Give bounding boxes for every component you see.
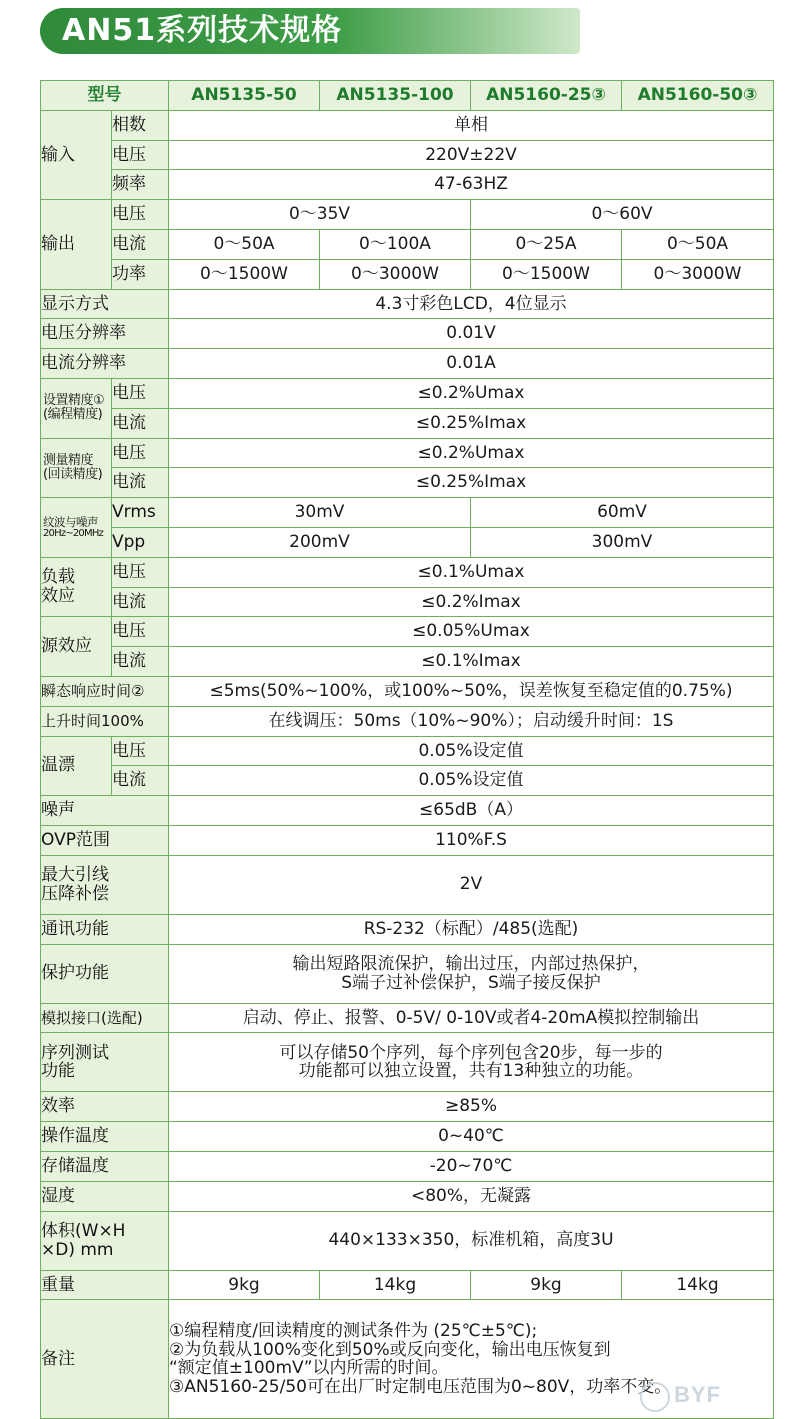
watermark	[640, 1382, 790, 1416]
humidity-label: 湿度	[41, 1181, 169, 1211]
model-label: 型号	[41, 81, 169, 111]
weight-value: 14kg	[320, 1270, 471, 1300]
note-line-3: “额定值±100mV”以内所需的时间。	[169, 1358, 449, 1379]
drift-voltage-value: 0.05%设定值	[169, 736, 774, 766]
load-effect-current-value: ≤0.2%Imax	[169, 587, 774, 617]
display-value: 4.3寸彩色LCD，4位显示	[169, 289, 774, 319]
model-name: AN5135-100	[320, 81, 471, 111]
output-current-value: 0～50A	[622, 229, 774, 259]
model-name: AN5160-25③	[471, 81, 622, 111]
output-power-value: 0～3000W	[320, 259, 471, 289]
display-label: 显示方式	[41, 289, 169, 319]
meas-accuracy-label	[41, 438, 112, 498]
note-line-1: ①编程精度/回读精度的测试条件为 (25℃±5℃);	[169, 1320, 538, 1341]
load-effect-label	[41, 557, 112, 617]
load-effect-voltage-value: ≤0.1%Umax	[169, 557, 774, 587]
load-effect-voltage-label: 电压	[112, 557, 169, 587]
meas-accuracy-label-2: (回读精度)	[43, 466, 103, 482]
model-name: AN5160-50③	[622, 81, 774, 111]
vres-label: 电压分辨率	[41, 319, 169, 349]
efficiency-value: ≥85%	[169, 1092, 774, 1122]
compensation-label-2: 压降补偿	[41, 883, 109, 904]
meas-accuracy-label-1: 测量精度	[43, 452, 94, 468]
source-effect-voltage-label: 电压	[112, 617, 169, 647]
source-effect-current-label: 电流	[112, 647, 169, 677]
sequence-label-2: 功能	[41, 1061, 75, 1082]
ripple-vrms-label: Vrms	[112, 498, 169, 528]
volume-label-2: ×D) mm	[41, 1239, 114, 1260]
ripple-vpp-value: 200mV	[169, 527, 471, 557]
ripple-label	[41, 498, 112, 558]
protection-label: 保护功能	[41, 944, 169, 1003]
model-name: AN5135-50	[169, 81, 320, 111]
drift-voltage-label: 电压	[112, 736, 169, 766]
ires-label: 电流分辨率	[41, 349, 169, 379]
load-effect-label-1: 负载	[41, 567, 75, 588]
transient-label: 瞬态响应时间②	[41, 676, 169, 706]
set-accuracy-label-1: 设置精度①	[43, 392, 105, 408]
set-accuracy-voltage-value: ≤0.2%Umax	[169, 378, 774, 408]
output-label: 输出	[41, 200, 112, 289]
weight-value: 9kg	[471, 1270, 622, 1300]
ripple-vpp-label: Vpp	[112, 527, 169, 557]
noise-value: ≤65dB（A）	[169, 796, 774, 826]
note-line-4: ③AN5160-25/50可在出厂时定制电压范围为0~80V，功率不变。	[169, 1376, 672, 1397]
compensation-label-1: 最大引线	[41, 865, 109, 886]
watermark-logo-icon	[640, 1382, 670, 1412]
output-power-value: 0～1500W	[169, 259, 320, 289]
input-phase-value: 单相	[169, 110, 774, 140]
comm-value: RS-232（标配）/485(选配)	[169, 914, 774, 944]
sequence-label	[41, 1033, 169, 1092]
volume-value: 440×133×350，标准机箱，高度3U	[169, 1211, 774, 1270]
meas-accuracy-voltage-label: 电压	[112, 438, 169, 468]
storage-temp-value: -20~70℃	[169, 1151, 774, 1181]
input-freq-label: 频率	[112, 170, 169, 200]
output-voltage-label: 电压	[112, 200, 169, 230]
volume-label	[41, 1211, 169, 1270]
protection-line-2: S端子过补偿保护，S端子接反保护	[341, 972, 601, 993]
op-temp-label: 操作温度	[41, 1122, 169, 1152]
output-power-label: 功率	[112, 259, 169, 289]
ovp-label: OVP范围	[41, 825, 169, 855]
sequence-value	[169, 1033, 774, 1092]
output-current-value: 0～25A	[471, 229, 622, 259]
meas-accuracy-current-value: ≤0.25%Imax	[169, 468, 774, 498]
ripple-vpp-value: 300mV	[471, 527, 774, 557]
weight-label: 重量	[41, 1270, 169, 1300]
op-temp-value: 0~40℃	[169, 1122, 774, 1152]
output-power-value: 0～1500W	[471, 259, 622, 289]
drift-current-label: 电流	[112, 766, 169, 796]
output-current-label: 电流	[112, 229, 169, 259]
set-accuracy-current-value: ≤0.25%Imax	[169, 408, 774, 438]
input-freq-value: 47-63HZ	[169, 170, 774, 200]
source-effect-current-value: ≤0.1%Imax	[169, 647, 774, 677]
input-voltage-value: 220V±22V	[169, 140, 774, 170]
noise-label: 噪声	[41, 796, 169, 826]
output-current-value: 0～100A	[320, 229, 471, 259]
volume-label-1: 体积(W×H	[41, 1220, 126, 1241]
set-accuracy-label	[41, 378, 112, 438]
notes-label: 备注	[41, 1300, 169, 1419]
comm-label: 通讯功能	[41, 914, 169, 944]
watermark-text: BYF	[674, 1382, 721, 1407]
weight-value: 9kg	[169, 1270, 320, 1300]
rise-time-label: 上升时间100%	[41, 706, 169, 736]
drift-current-value: 0.05%设定值	[169, 766, 774, 796]
drift-label: 温漂	[41, 736, 112, 796]
ripple-label-2: 20Hz~20MHz	[43, 528, 103, 540]
output-power-value: 0～3000W	[622, 259, 774, 289]
header-row	[41, 81, 774, 111]
load-effect-current-label: 电流	[112, 587, 169, 617]
output-current-value: 0～50A	[169, 229, 320, 259]
compensation-label	[41, 855, 169, 914]
ires-value: 0.01A	[169, 349, 774, 379]
ripple-vrms-value: 60mV	[471, 498, 774, 528]
page-title: AN51系列技术规格	[62, 13, 343, 48]
protection-value	[169, 944, 774, 1003]
efficiency-label: 效率	[41, 1092, 169, 1122]
sequence-line-1: 可以存储50个序列，每个序列包含20步，每一步的	[279, 1042, 663, 1063]
source-effect-label: 源效应	[41, 617, 112, 677]
protection-line-1: 输出短路限流保护，输出过压，内部过热保护，	[292, 953, 650, 974]
set-accuracy-label-2: (编程精度)	[43, 407, 103, 423]
input-label: 输入	[41, 110, 112, 199]
input-phase-label: 相数	[112, 110, 169, 140]
set-accuracy-voltage-label: 电压	[112, 378, 169, 408]
ripple-label-1: 纹波与噪声	[43, 514, 98, 529]
sequence-line-2: 功能都可以独立设置，共有13种独立的功能。	[298, 1061, 644, 1082]
rise-time-value: 在线调压：50ms（10%~90%）；启动缓升时间：1S	[169, 706, 774, 736]
compensation-value: 2V	[169, 855, 774, 914]
source-effect-voltage-value: ≤0.05%Umax	[169, 617, 774, 647]
vres-value: 0.01V	[169, 319, 774, 349]
note-line-2: ②为负载从100%变化到50%或反向变化，输出电压恢复到	[169, 1339, 611, 1360]
meas-accuracy-current-label: 电流	[112, 468, 169, 498]
output-voltage-value: 0～35V	[169, 200, 471, 230]
set-accuracy-current-label: 电流	[112, 408, 169, 438]
analog-value: 启动、停止、报警、0-5V/ 0-10V或者4-20mA模拟控制输出	[169, 1003, 774, 1033]
weight-value: 14kg	[622, 1270, 774, 1300]
ovp-value: 110%F.S	[169, 825, 774, 855]
ripple-vrms-value: 30mV	[169, 498, 471, 528]
storage-temp-label: 存储温度	[41, 1151, 169, 1181]
humidity-value: <80%，无凝露	[169, 1181, 774, 1211]
analog-label: 模拟接口(选配)	[41, 1003, 169, 1033]
input-voltage-label: 电压	[112, 140, 169, 170]
load-effect-label-2: 效应	[41, 586, 75, 607]
spec-table	[40, 80, 774, 1419]
sequence-label-1: 序列测试	[41, 1042, 109, 1063]
output-voltage-value: 0～60V	[471, 200, 774, 230]
meas-accuracy-voltage-value: ≤0.2%Umax	[169, 438, 774, 468]
transient-value: ≤5ms(50%~100%，或100%~50%，误差恢复至稳定值的0.75%)	[169, 676, 774, 706]
